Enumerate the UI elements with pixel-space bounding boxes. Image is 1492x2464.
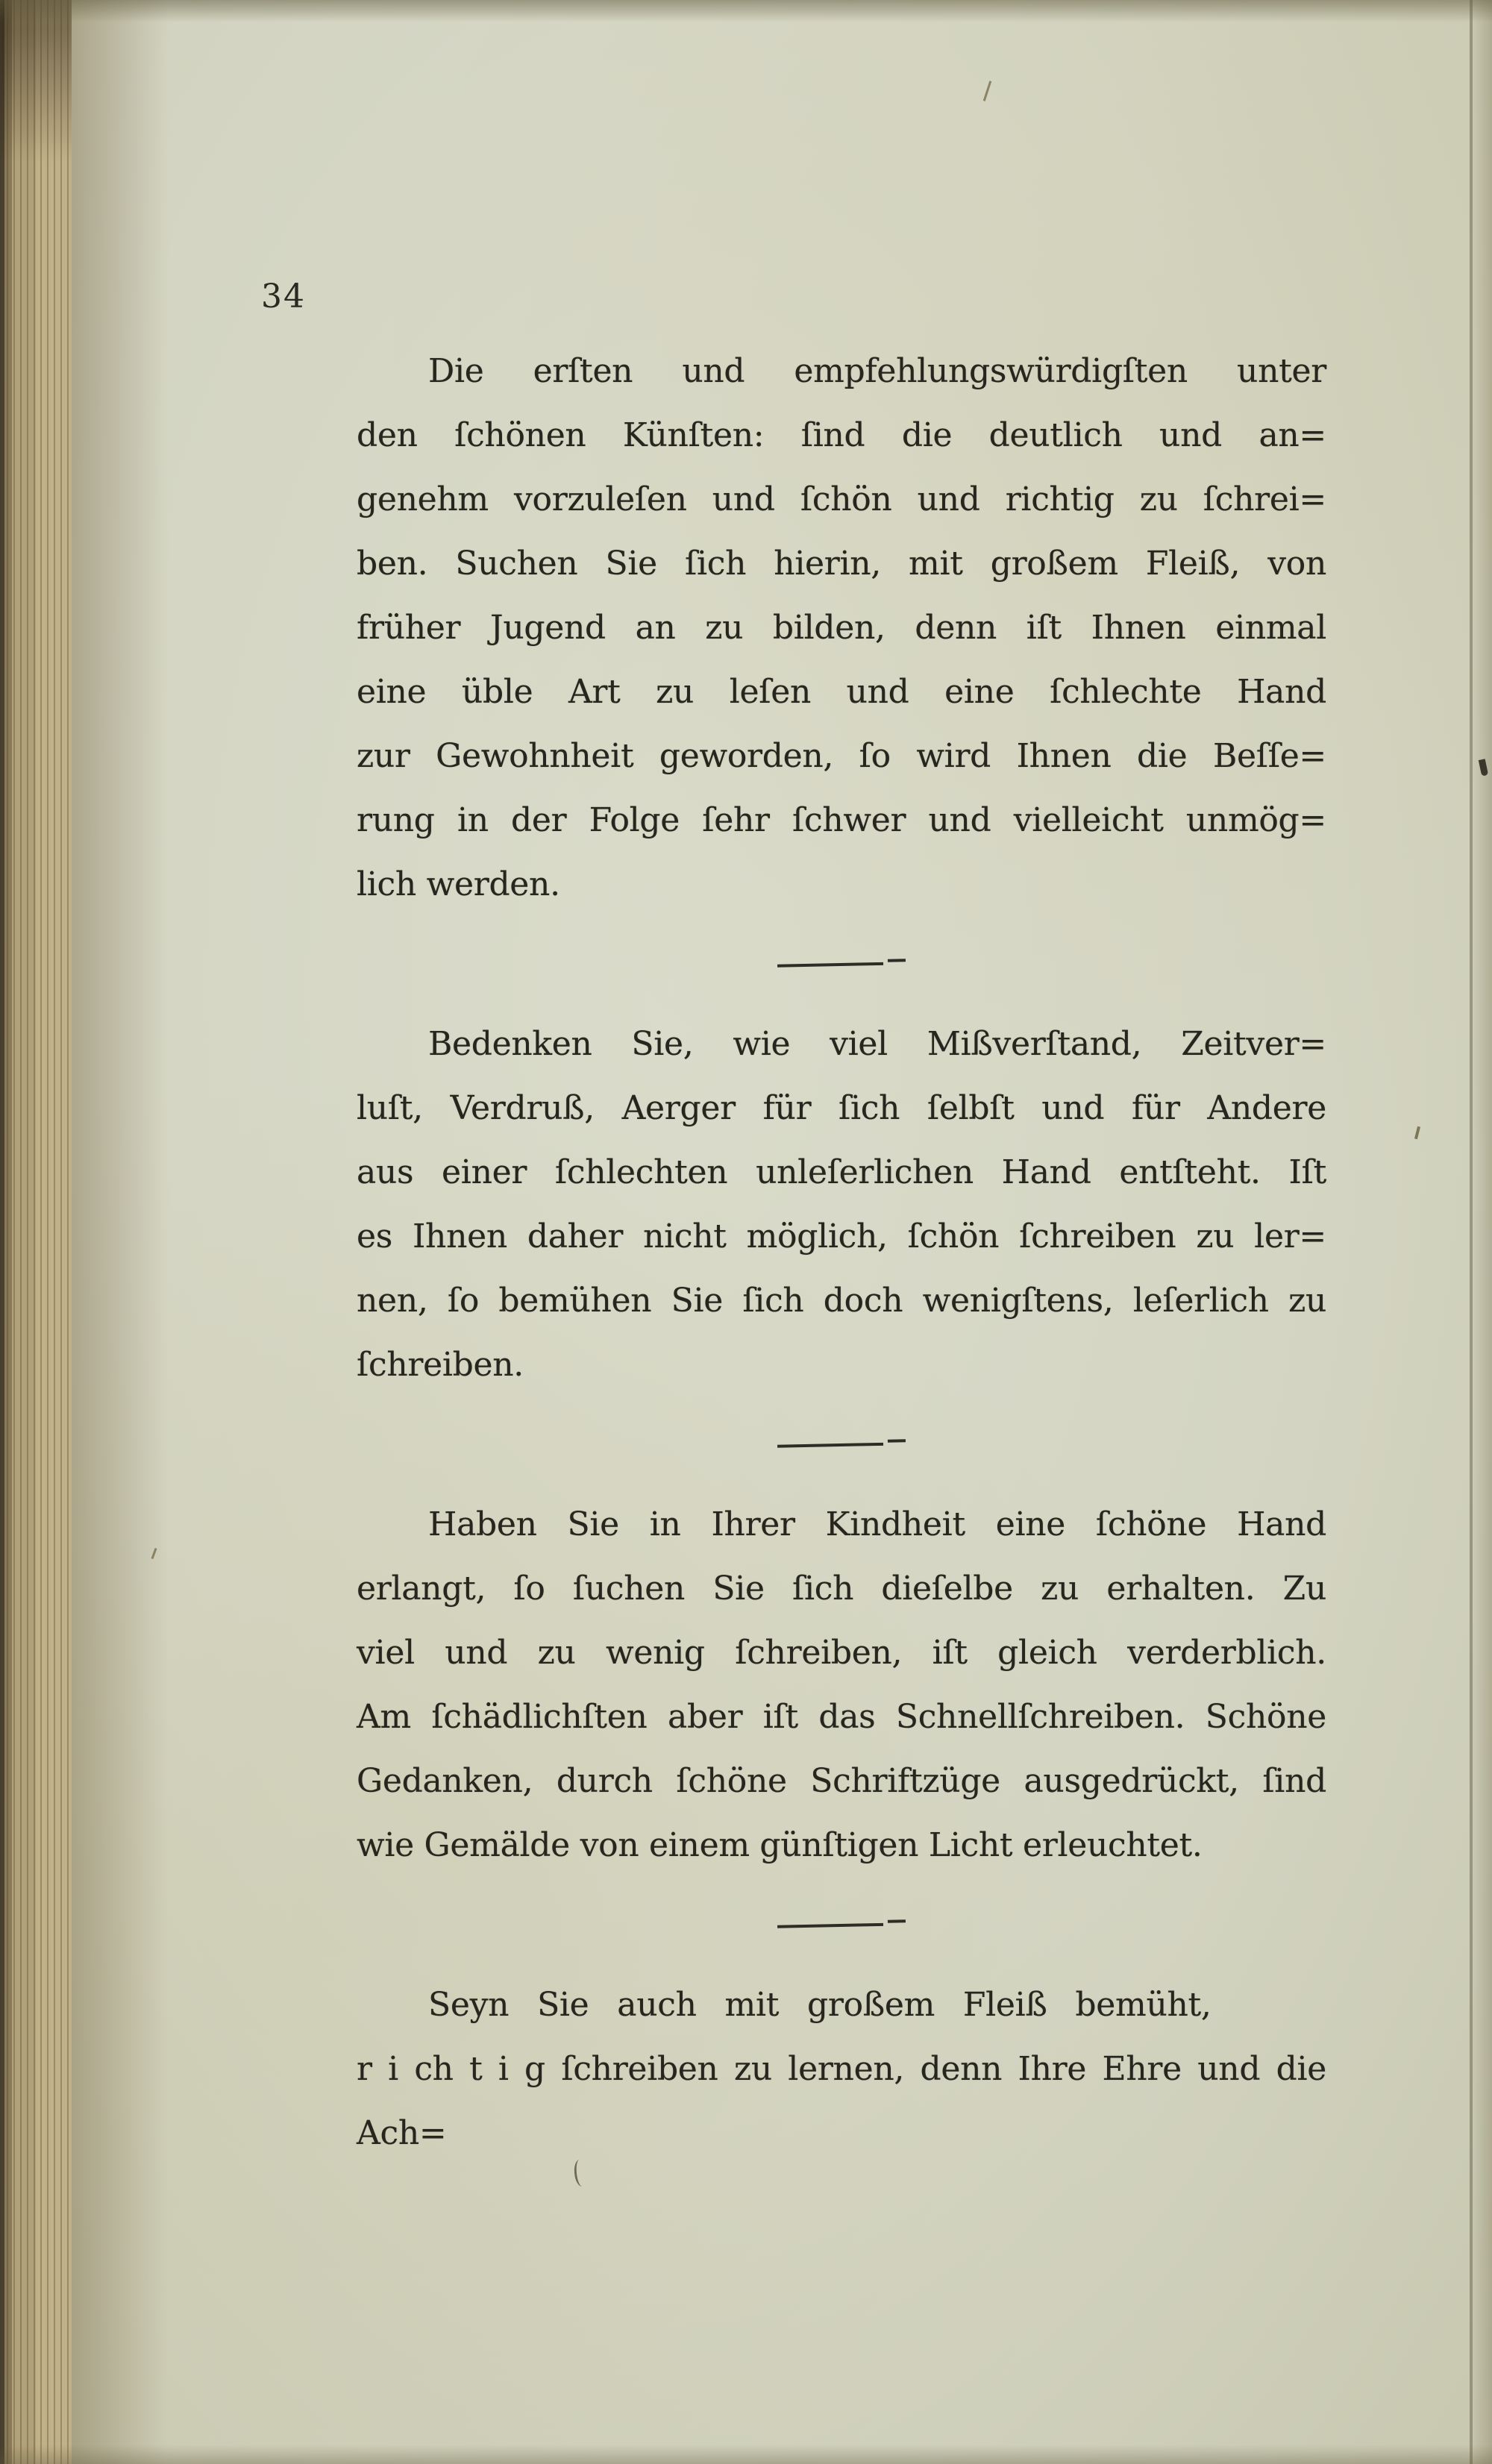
- text-line: erlangt, ſo ſuchen Sie ſich dieſelbe zu erhalten. Zu: [357, 1570, 1326, 1608]
- paragraph-3: [357, 1493, 1326, 1878]
- text-line: nen, ſo bemühen Sie ſich doch wenigſtens, leſerlich zu: [357, 1282, 1326, 1320]
- text-line: viel und zu wenig ſchreiben, iſt gleich verderblich.: [357, 1634, 1326, 1672]
- section-divider: [777, 957, 906, 969]
- text-line: genehm vorzuleſen und ſchön und richtig zu ſchrei=: [357, 480, 1326, 518]
- text-line: Am ſchädlichſten aber iſt das Schnellſchreiben. Schöne: [357, 1698, 1326, 1736]
- text-line: ben. Suchen Sie ſich hierin, mit großem Fleiß, von: [357, 545, 1326, 583]
- paragraph-1: [357, 339, 1326, 917]
- scan-artifact: [983, 81, 992, 101]
- paragraph-4: [357, 1973, 1326, 2166]
- text-line: Bedenken Sie, wie viel Mißverſtand, Zeitver=: [428, 1025, 1326, 1063]
- text-block: [357, 339, 1326, 2166]
- text-line: früher Jugend an zu bilden, denn iſt Ihnen einmal: [357, 609, 1326, 647]
- page-bottom-shade: [0, 2445, 1492, 2464]
- text-line: zur Gewohnheit geworden, ſo wird Ihnen die Beſſe=: [357, 737, 1326, 775]
- section-divider: [777, 1438, 906, 1449]
- text-line: Haben Sie in Ihrer Kindheit eine ſchöne Hand: [428, 1505, 1326, 1543]
- book-spine-page-edges: [0, 0, 72, 2464]
- text-line: aus einer ſchlechten unleſerlichen Hand entſteht. Iſt: [357, 1153, 1326, 1191]
- gutter-shadow: [72, 0, 169, 2464]
- page-number: 34: [261, 278, 306, 316]
- text-line: r i ch t i g ſchreiben zu lernen, denn Ihre Ehre und die Ach=: [357, 2050, 1326, 2152]
- text-line: wie Gemälde von einem günſtigen Licht erleuchtet.: [357, 1826, 1203, 1864]
- page-right-shade: [1470, 0, 1492, 2464]
- paragraph-2: [357, 1012, 1326, 1397]
- text-line: es Ihnen daher nicht möglich, ſchön ſchreiben zu ler=: [357, 1217, 1326, 1255]
- text-line: den ſchönen Künſten: ſind die deutlich und an=: [357, 416, 1326, 454]
- text-line: rung in der Folge ſehr ſchwer und vielleicht unmög=: [357, 801, 1326, 839]
- text-line: lich werden.: [357, 865, 560, 903]
- text-line: ſchreiben.: [357, 1346, 524, 1384]
- text-line: eine üble Art zu leſen und eine ſchlechte Hand: [357, 673, 1326, 711]
- page-top-shade: [0, 0, 1492, 22]
- text-line: Die erſten und empfehlungswürdigſten unter: [428, 352, 1326, 390]
- text-line: Gedanken, durch ſchöne Schriftzüge ausgedrückt, ſind: [357, 1762, 1326, 1800]
- text-line: luſt, Verdruß, Aerger für ſich ſelbſt und für Andere: [357, 1089, 1326, 1127]
- text-line: Seyn Sie auch mit großem Fleiß bemüht,: [428, 1986, 1212, 2024]
- scan-artifact: [1414, 1126, 1420, 1139]
- section-divider: [777, 1918, 906, 1930]
